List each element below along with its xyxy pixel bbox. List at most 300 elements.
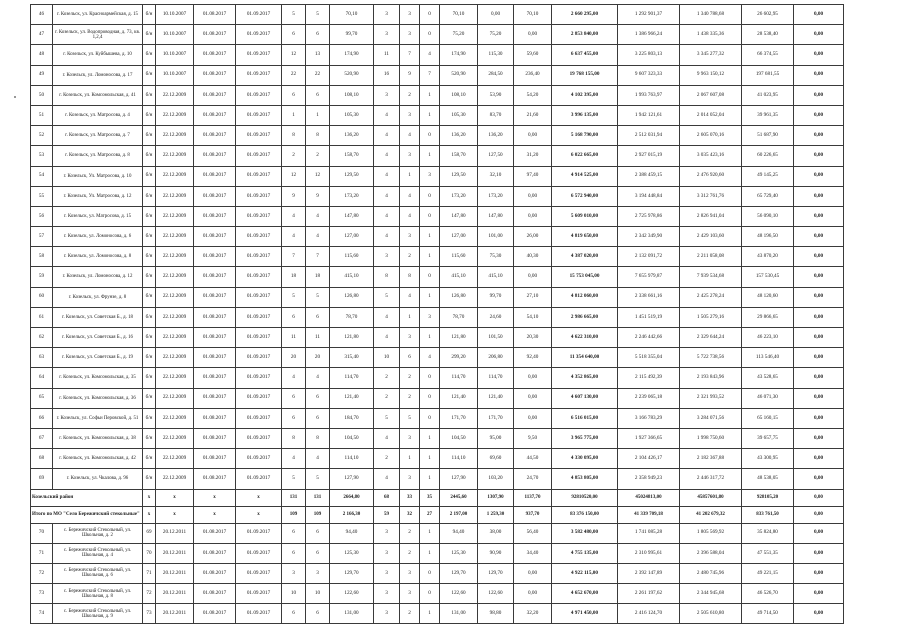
- cell-n: 52: [31, 126, 53, 146]
- cell-i: 136,20: [478, 126, 514, 146]
- cell-f: 1: [400, 166, 420, 186]
- cell-k: 2 660 295,00: [552, 5, 618, 25]
- cell-d3: 01.09.2017: [236, 563, 282, 583]
- cell-t: 73: [143, 604, 156, 624]
- cell-j: 24,70: [514, 469, 552, 489]
- cell-i: 83,70: [478, 105, 514, 125]
- cell-d2: 01.08.2017: [194, 126, 236, 146]
- cell-g: 1: [420, 449, 440, 469]
- cell-j: 27,10: [514, 287, 552, 307]
- cell-i: 103,20: [478, 469, 514, 489]
- cell-k: 4 652 670,00: [552, 584, 618, 604]
- cell-d2: 01.08.2017: [194, 368, 236, 388]
- cell-g: 3: [420, 307, 440, 327]
- cell-addr: г. Козельск, ул. Фрунзе, д. 8: [53, 287, 143, 307]
- cell-addr: г. Козельск, ул. Софьи Перовской, д. 51: [53, 408, 143, 428]
- cell-j: 0,00: [514, 186, 552, 206]
- table-row: [31, 45, 844, 65]
- cell-a: 22: [282, 65, 306, 85]
- cell-c: 104,50: [330, 428, 374, 448]
- cell-e: 3: [374, 85, 400, 105]
- cell-n: 66: [31, 408, 53, 428]
- cell-n: 64: [31, 368, 53, 388]
- cell-o: 41 023,95: [742, 85, 794, 105]
- cell-d3: 01.09.2017: [236, 307, 282, 327]
- cell-t: б/н: [143, 166, 156, 186]
- cell-t: 71: [143, 563, 156, 583]
- cell-t: б/н: [143, 247, 156, 267]
- cell-a: 8: [282, 126, 306, 146]
- cell-d2: 01.08.2017: [194, 186, 236, 206]
- cell-g: 35: [420, 489, 440, 506]
- cell-g: 0: [420, 563, 440, 583]
- cell-i: 98,80: [478, 604, 514, 624]
- cell-e: 10: [374, 348, 400, 368]
- cell-d1: 22.12.2009: [156, 408, 194, 428]
- cell-k: 4 755 135,00: [552, 543, 618, 563]
- cell-addr: г. Козельск, ул. Куйбышева, д. 10: [53, 45, 143, 65]
- cell-d3: 01.09.2017: [236, 449, 282, 469]
- cell-m: 2 476 920,60: [680, 166, 742, 186]
- cell-k: 2 853 840,00: [552, 25, 618, 45]
- cell-o: 39 961,35: [742, 105, 794, 125]
- cell-e: 3: [374, 247, 400, 267]
- cell-i: 24,60: [478, 307, 514, 327]
- cell-m: 9 963 150,12: [680, 65, 742, 85]
- cell-h: 127,90: [440, 469, 478, 489]
- cell-m: 2 329 644,24: [680, 328, 742, 348]
- cell-e: 4: [374, 126, 400, 146]
- cell-d3: 01.09.2017: [236, 206, 282, 226]
- cell-f: 4: [400, 126, 420, 146]
- cell-d1: 22.12.2009: [156, 388, 194, 408]
- cell-d1: 20.12.2011: [156, 543, 194, 563]
- cell-t: б/н: [143, 85, 156, 105]
- cell-j: 54,10: [514, 307, 552, 327]
- cell-m: 2 505 610,80: [680, 604, 742, 624]
- table-row: [31, 186, 844, 206]
- cell-b: 10: [306, 584, 330, 604]
- cell-d3: 01.09.2017: [236, 469, 282, 489]
- cell-n: 51: [31, 105, 53, 125]
- cell-t: б/н: [143, 65, 156, 85]
- cell-t: б/н: [143, 328, 156, 348]
- cell-h: 75,20: [440, 25, 478, 45]
- cell-t: б/н: [143, 368, 156, 388]
- cell-b: 4: [306, 227, 330, 247]
- housing-register-table: [30, 4, 844, 624]
- table-row: [31, 247, 844, 267]
- cell-d3: 01.09.2017: [236, 166, 282, 186]
- cell-p: 0,00: [794, 523, 844, 543]
- cell-n: 46: [31, 5, 53, 25]
- cell-l: 1 927 366,65: [618, 428, 680, 448]
- cell-g: 0: [420, 368, 440, 388]
- cell-h: 171,70: [440, 408, 478, 428]
- cell-d1: 22.12.2009: [156, 267, 194, 287]
- cell-p: 0,00: [794, 506, 844, 523]
- cell-a: 10: [282, 584, 306, 604]
- cell-n: 63: [31, 348, 53, 368]
- cell-e: 3: [374, 584, 400, 604]
- cell-t: 69: [143, 523, 156, 543]
- cell-o: 65 729,40: [742, 186, 794, 206]
- cell-b: 6: [306, 408, 330, 428]
- cell-h: 520,90: [440, 65, 478, 85]
- cell-e: 16: [374, 65, 400, 85]
- cell-j: 70,10: [514, 5, 552, 25]
- cell-m: 1 998 750,60: [680, 428, 742, 448]
- cell-e: 4: [374, 469, 400, 489]
- cell-f: 3: [400, 563, 420, 583]
- cell-d1: 22.12.2009: [156, 348, 194, 368]
- cell-d2: 01.08.2017: [194, 328, 236, 348]
- table-row: [31, 348, 844, 368]
- cell-n: 71: [31, 543, 53, 563]
- cell-t: б/н: [143, 186, 156, 206]
- cell-e: 4: [374, 428, 400, 448]
- cell-b: 13: [306, 45, 330, 65]
- cell-addr: г. Козельск, ул. Комсомольская, д. 41: [53, 85, 143, 105]
- cell-e: 4: [374, 227, 400, 247]
- cell-e: 4: [374, 328, 400, 348]
- cell-b: 6: [306, 307, 330, 327]
- table-row: [31, 146, 844, 166]
- cell-b: 2: [306, 146, 330, 166]
- cell-m: 2 067 607,08: [680, 85, 742, 105]
- cell-g: 0: [420, 186, 440, 206]
- cell-b: 7: [306, 247, 330, 267]
- cell-i: 53,90: [478, 85, 514, 105]
- cell-t: б/н: [143, 5, 156, 25]
- cell-p: 0,00: [794, 408, 844, 428]
- cell-j: 0,00: [514, 584, 552, 604]
- cell-k: 4 607 130,00: [552, 388, 618, 408]
- cell-a: 8: [282, 428, 306, 448]
- cell-a: 2: [282, 146, 306, 166]
- cell-d1: 22.12.2009: [156, 85, 194, 105]
- cell-d2: 01.08.2017: [194, 267, 236, 287]
- cell-addr: г. Козельск, ул. Комсомольская, д. 36: [53, 388, 143, 408]
- cell-p: 0,00: [794, 368, 844, 388]
- cell-f: 4: [400, 206, 420, 226]
- cell-m: 1 438 335,36: [680, 25, 742, 45]
- cell-m: 41 202 679,32: [680, 506, 742, 523]
- cell-m: 2 211 058,08: [680, 247, 742, 267]
- table-row: [31, 328, 844, 348]
- cell-i: 415,10: [478, 267, 514, 287]
- cell-e: 4: [374, 105, 400, 125]
- cell-j: 21,60: [514, 105, 552, 125]
- cell-i: 95,00: [478, 428, 514, 448]
- cell-g: 0: [420, 25, 440, 45]
- cell-e: 3: [374, 25, 400, 45]
- cell-h: 105,30: [440, 105, 478, 125]
- cell-h: 125,30: [440, 543, 478, 563]
- table-row: [31, 408, 844, 428]
- cell-c: 158,70: [330, 146, 374, 166]
- cell-t: б/н: [143, 105, 156, 125]
- cell-k: 5 609 010,00: [552, 206, 618, 226]
- table-row: [31, 469, 844, 489]
- cell-j: 1137,70: [514, 489, 552, 506]
- cell-h: 108,10: [440, 85, 478, 105]
- cell-addr: г. Козельск, ул. Красноармейская, д. 15: [53, 5, 143, 25]
- cell-addr: с. Бережичский Стекольный, ул. Школьная, д. 4: [53, 543, 143, 563]
- cell-f: 3: [400, 469, 420, 489]
- cell-t: x: [143, 489, 156, 506]
- cell-n: 58: [31, 247, 53, 267]
- cell-i: 1 259,30: [478, 506, 514, 523]
- cell-k: 19 768 155,00: [552, 65, 618, 85]
- cell-addr: с. Бережичский Стекольный, ул. Школьная, д. 8: [53, 584, 143, 604]
- cell-d2: 01.08.2017: [194, 247, 236, 267]
- cell-a: 6: [282, 307, 306, 327]
- cell-p: 0,00: [794, 388, 844, 408]
- cell-d3: 01.09.2017: [236, 267, 282, 287]
- cell-l: 41 339 709,18: [618, 506, 680, 523]
- cell-l: 2 104 426,17: [618, 449, 680, 469]
- cell-g: 0: [420, 267, 440, 287]
- cell-o: 49 221,15: [742, 563, 794, 583]
- cell-addr: г. Козельск, ул. Матросова, д. 4: [53, 105, 143, 125]
- cell-g: 0: [420, 388, 440, 408]
- cell-j: 0,00: [514, 267, 552, 287]
- cell-t: б/н: [143, 267, 156, 287]
- cell-h: 70,10: [440, 5, 478, 25]
- cell-p: 0,00: [794, 307, 844, 327]
- cell-e: 2: [374, 368, 400, 388]
- cell-o: 49 145,25: [742, 166, 794, 186]
- cell-l: 3 166 783,29: [618, 408, 680, 428]
- cell-p: 0,00: [794, 267, 844, 287]
- cell-t: б/н: [143, 25, 156, 45]
- cell-e: 3: [374, 543, 400, 563]
- cell-f: 2: [400, 368, 420, 388]
- cell-d2: 01.08.2017: [194, 85, 236, 105]
- cell-m: 1 340 788,68: [680, 5, 742, 25]
- cell-addr: Козельский район: [31, 489, 143, 506]
- cell-p: 0,00: [794, 563, 844, 583]
- cell-p: 0,00: [794, 186, 844, 206]
- cell-d2: 01.08.2017: [194, 287, 236, 307]
- cell-p: 0,00: [794, 206, 844, 226]
- cell-t: б/н: [143, 408, 156, 428]
- cell-g: 0: [420, 408, 440, 428]
- cell-k: 4 853 805,00: [552, 469, 618, 489]
- cell-l: 2 246 442,66: [618, 328, 680, 348]
- cell-f: 2: [400, 85, 420, 105]
- cell-g: 1: [420, 85, 440, 105]
- cell-f: 32: [400, 506, 420, 523]
- cell-n: 61: [31, 307, 53, 327]
- cell-n: 48: [31, 45, 53, 65]
- cell-f: 2: [400, 604, 420, 624]
- total-row: [31, 506, 844, 523]
- cell-f: 9: [400, 65, 420, 85]
- cell-addr: г. Козельск, ул. Водопроводная, д. 73, кв. 1,2,4: [53, 25, 143, 45]
- cell-b: 20: [306, 348, 330, 368]
- cell-o: 60 226,65: [742, 146, 794, 166]
- cell-l: 2 261 197,62: [618, 584, 680, 604]
- cell-m: 2 344 945,68: [680, 584, 742, 604]
- cell-b: 5: [306, 5, 330, 25]
- cell-d1: 10.10.2007: [156, 5, 194, 25]
- cell-j: 0,00: [514, 368, 552, 388]
- cell-e: 4: [374, 186, 400, 206]
- cell-g: 3: [420, 166, 440, 186]
- cell-k: 11 354 640,00: [552, 348, 618, 368]
- cell-t: б/н: [143, 126, 156, 146]
- cell-a: 11: [282, 328, 306, 348]
- cell-d1: 22.12.2009: [156, 227, 194, 247]
- cell-d2: 01.08.2017: [194, 563, 236, 583]
- cell-a: 6: [282, 388, 306, 408]
- cell-o: 51 687,90: [742, 126, 794, 146]
- cell-p: 0,00: [794, 328, 844, 348]
- cell-l: 2 388 459,15: [618, 166, 680, 186]
- cell-e: 5: [374, 408, 400, 428]
- cell-d2: 01.08.2017: [194, 388, 236, 408]
- cell-addr: г. Козельск, ул. Комсомольская, д. 38: [53, 428, 143, 448]
- cell-c: 122,60: [330, 584, 374, 604]
- cell-m: 2 826 941,04: [680, 206, 742, 226]
- table-row: [31, 5, 844, 25]
- cell-c: 99,70: [330, 25, 374, 45]
- cell-m: 45857601,80: [680, 489, 742, 506]
- cell-c: 114,10: [330, 449, 374, 469]
- cell-d3: x: [236, 506, 282, 523]
- cell-f: 2: [400, 543, 420, 563]
- cell-c: 129,70: [330, 563, 374, 583]
- cell-n: 70: [31, 523, 53, 543]
- cell-d1: x: [156, 489, 194, 506]
- cell-l: 9 607 323,33: [618, 65, 680, 85]
- cell-p: 0,00: [794, 45, 844, 65]
- cell-j: 0,00: [514, 25, 552, 45]
- cell-b: 3: [306, 563, 330, 583]
- cell-n: 72: [31, 563, 53, 583]
- cell-d3: 01.09.2017: [236, 287, 282, 307]
- cell-d2: 01.08.2017: [194, 25, 236, 45]
- cell-h: 173,20: [440, 186, 478, 206]
- cell-b: 4: [306, 449, 330, 469]
- cell-p: 0,00: [794, 5, 844, 25]
- cell-c: 520,90: [330, 65, 374, 85]
- cell-h: 78,70: [440, 307, 478, 327]
- cell-o: 833 761,50: [742, 506, 794, 523]
- cell-g: 4: [420, 348, 440, 368]
- cell-i: 114,70: [478, 368, 514, 388]
- cell-d1: 10.10.2007: [156, 65, 194, 85]
- cell-d3: 01.09.2017: [236, 5, 282, 25]
- cell-p: 0,00: [794, 348, 844, 368]
- cell-i: 284,50: [478, 65, 514, 85]
- cell-t: б/н: [143, 449, 156, 469]
- cell-addr: г. Козельск, ул. Ломоносова, д. 8: [53, 247, 143, 267]
- cell-addr: г. Козельск, Ул. Матросова, д. 10: [53, 166, 143, 186]
- cell-t: б/н: [143, 388, 156, 408]
- cell-addr: г. Козельск, ул. Комсомольская, д. 35: [53, 368, 143, 388]
- cell-f: 1: [400, 307, 420, 327]
- cell-d2: 01.08.2017: [194, 227, 236, 247]
- cell-l: 1 292 901,37: [618, 5, 680, 25]
- cell-a: 12: [282, 45, 306, 65]
- cell-a: 131: [282, 489, 306, 506]
- cell-e: 8: [374, 267, 400, 287]
- cell-p: 0,00: [794, 105, 844, 125]
- cell-f: 3: [400, 146, 420, 166]
- table-row: [31, 428, 844, 448]
- cell-o: 47 551,35: [742, 543, 794, 563]
- cell-k: 4 922 115,00: [552, 563, 618, 583]
- cell-l: 2 927 015,19: [618, 146, 680, 166]
- cell-d1: 22.12.2009: [156, 287, 194, 307]
- cell-c: 2 166,30: [330, 506, 374, 523]
- cell-m: 2 014 052,04: [680, 105, 742, 125]
- cell-n: 59: [31, 267, 53, 287]
- cell-h: 115,60: [440, 247, 478, 267]
- cell-j: 937,70: [514, 506, 552, 523]
- cell-j: 9,50: [514, 428, 552, 448]
- cell-g: 1: [420, 247, 440, 267]
- cell-p: 0,00: [794, 469, 844, 489]
- cell-o: 46 526,70: [742, 584, 794, 604]
- cell-h: 147,80: [440, 206, 478, 226]
- cell-t: б/н: [143, 227, 156, 247]
- cell-d3: 01.09.2017: [236, 604, 282, 624]
- cell-t: б/н: [143, 348, 156, 368]
- cell-f: 3: [400, 105, 420, 125]
- cell-m: 2 480 745,96: [680, 563, 742, 583]
- cell-c: 173,20: [330, 186, 374, 206]
- cell-n: 49: [31, 65, 53, 85]
- cell-a: 5: [282, 5, 306, 25]
- cell-t: б/н: [143, 146, 156, 166]
- cell-c: 108,10: [330, 85, 374, 105]
- cell-d2: 01.08.2017: [194, 469, 236, 489]
- cell-p: 0,00: [794, 166, 844, 186]
- cell-e: 3: [374, 523, 400, 543]
- cell-c: 2664,80: [330, 489, 374, 506]
- cell-n: 50: [31, 85, 53, 105]
- cell-b: 22: [306, 65, 330, 85]
- cell-g: 1: [420, 105, 440, 125]
- cell-f: 6: [400, 348, 420, 368]
- cell-j: 59,60: [514, 45, 552, 65]
- cell-e: 68: [374, 489, 400, 506]
- cell-p: 0,00: [794, 85, 844, 105]
- table-body: [31, 5, 844, 624]
- cell-l: 1 993 763,97: [618, 85, 680, 105]
- cell-d2: 01.08.2017: [194, 307, 236, 327]
- cell-f: 2: [400, 388, 420, 408]
- cell-d2: x: [194, 489, 236, 506]
- cell-n: 56: [31, 206, 53, 226]
- cell-j: 97,40: [514, 166, 552, 186]
- cell-l: 3 225 803,13: [618, 45, 680, 65]
- cell-d3: 01.09.2017: [236, 45, 282, 65]
- cell-m: 2 193 843,96: [680, 368, 742, 388]
- cell-c: 129,50: [330, 166, 374, 186]
- cell-d1: 22.12.2009: [156, 469, 194, 489]
- cell-o: 43 870,20: [742, 247, 794, 267]
- cell-i: 127,50: [478, 146, 514, 166]
- cell-a: 18: [282, 267, 306, 287]
- cell-h: 129,70: [440, 563, 478, 583]
- cell-o: 66 374,55: [742, 45, 794, 65]
- cell-b: 4: [306, 368, 330, 388]
